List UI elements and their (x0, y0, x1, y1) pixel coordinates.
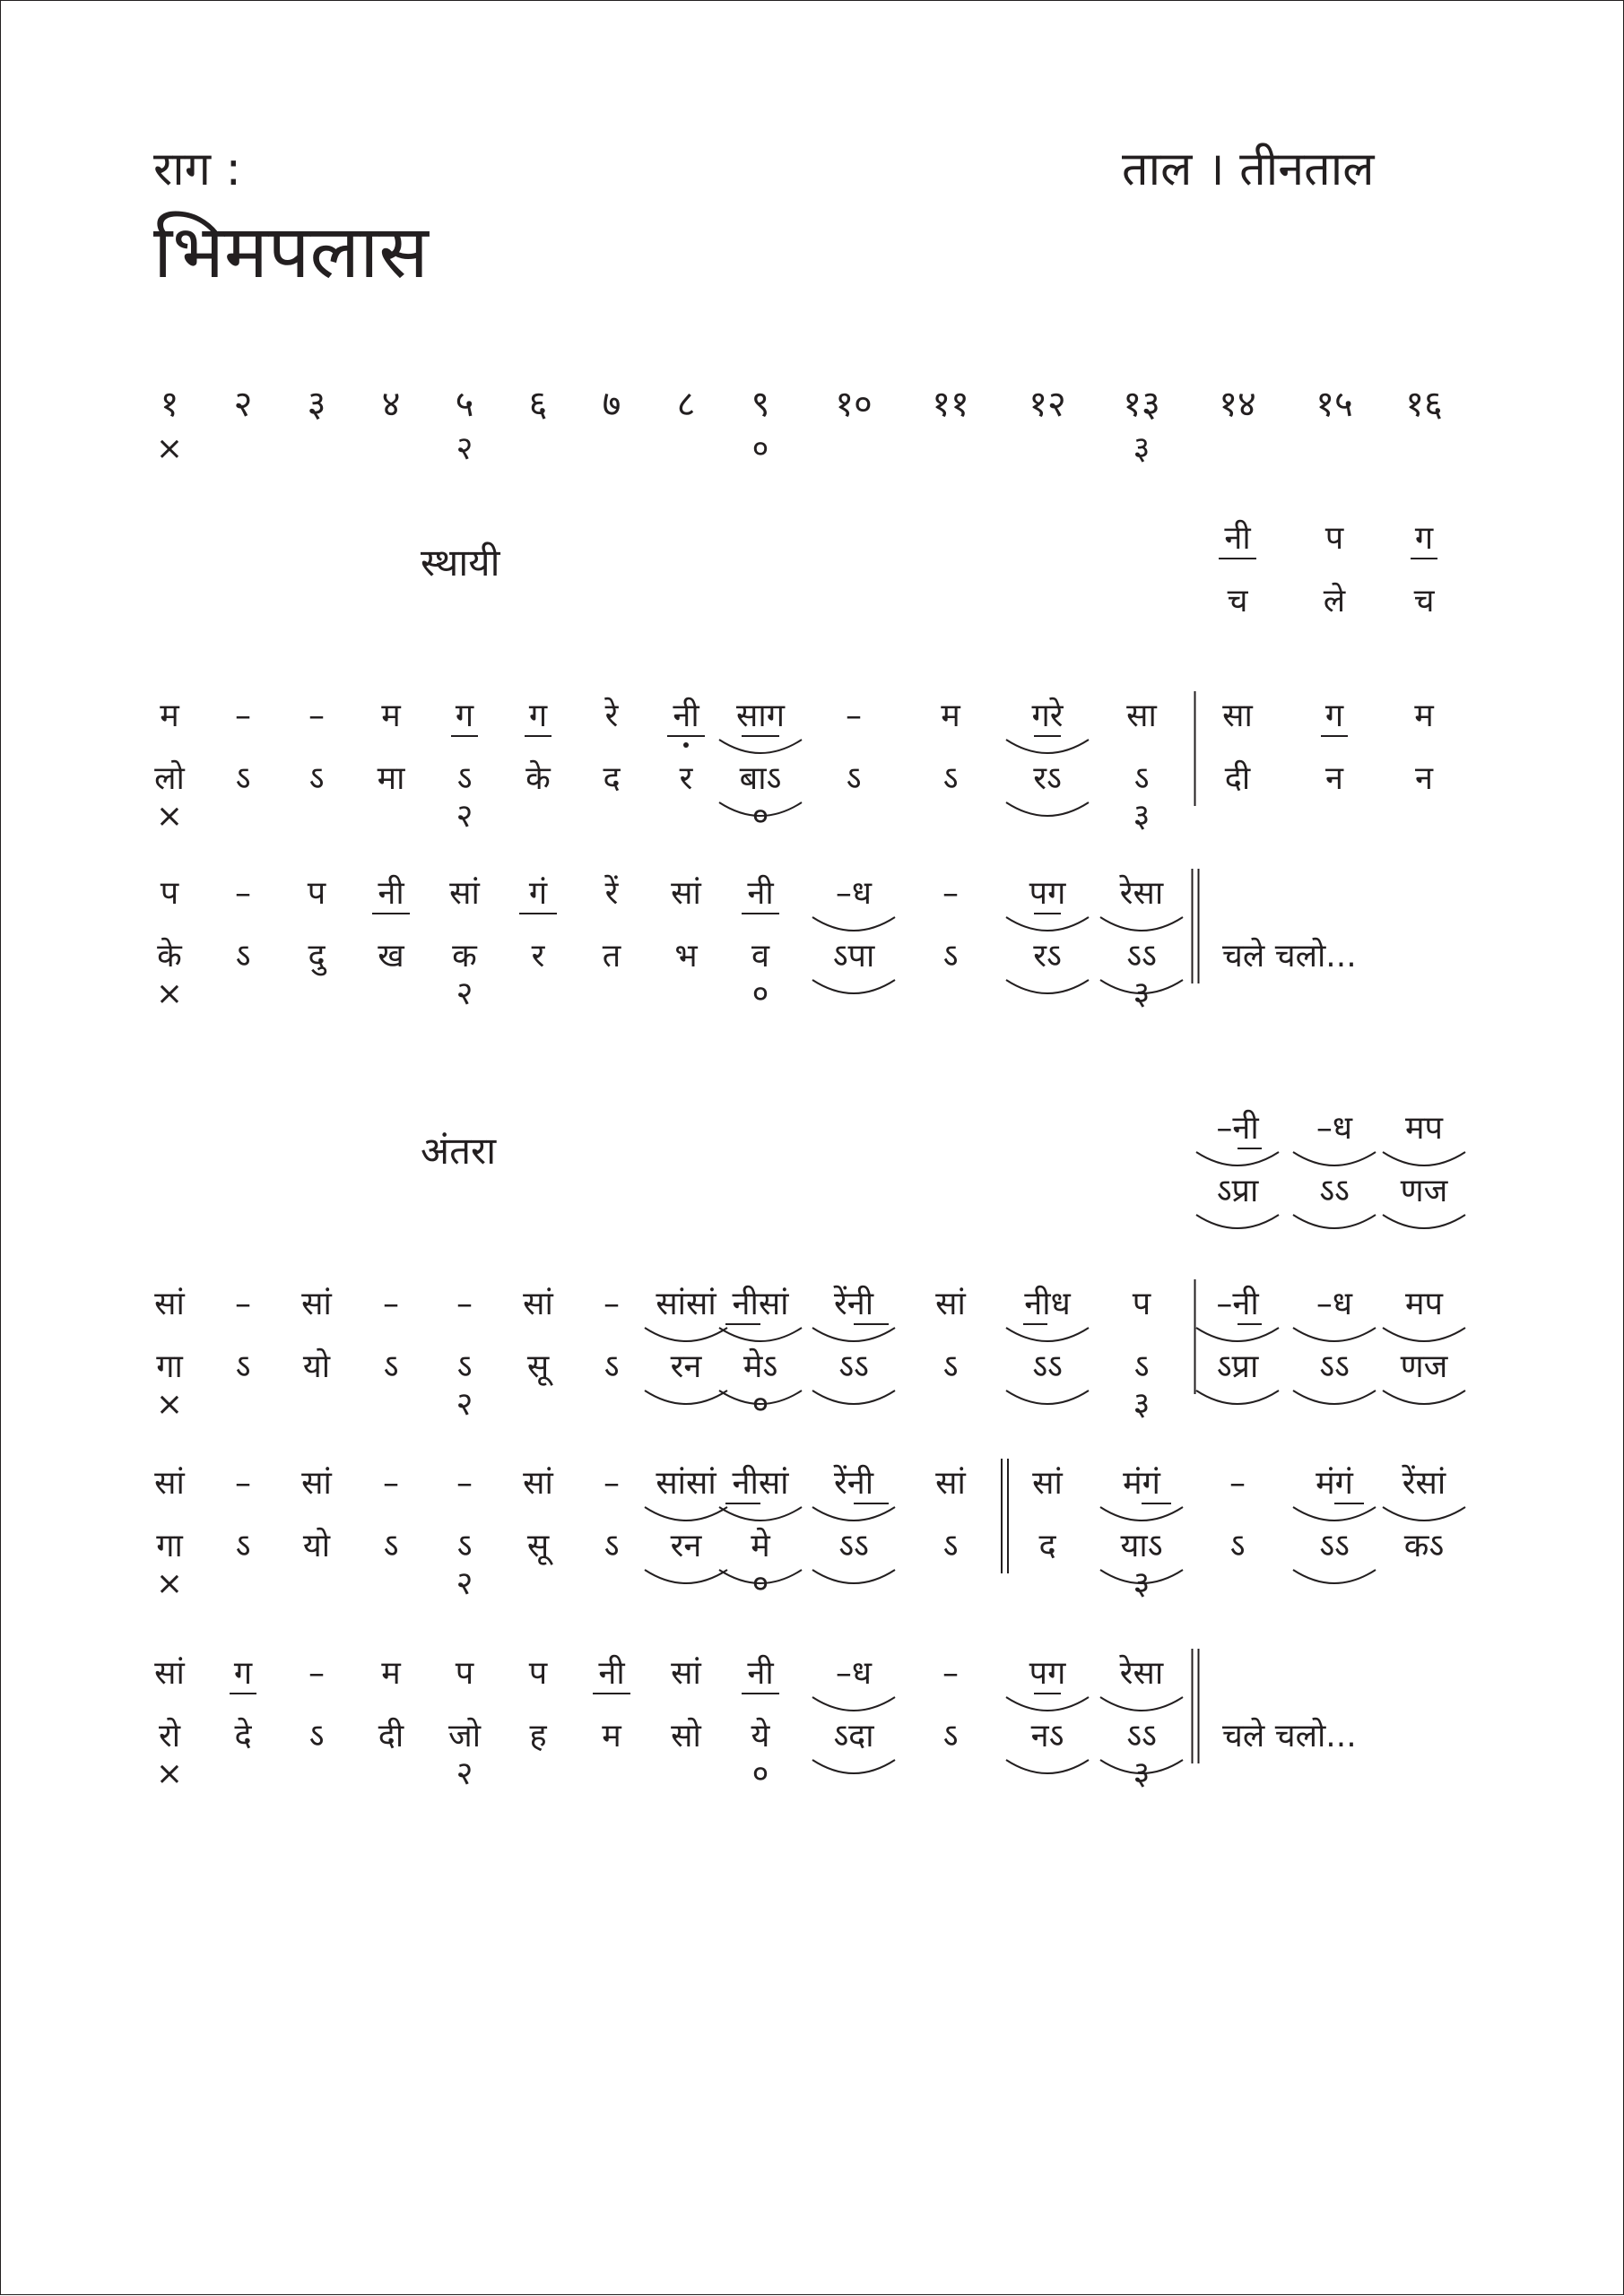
meend-slur (812, 980, 895, 993)
bol: सू (526, 1528, 550, 1564)
swar: ग (455, 697, 474, 734)
bol: ऽऽ (1319, 1348, 1350, 1385)
bol: रन (670, 1348, 702, 1385)
taal-mark: ० (751, 430, 769, 467)
swar: – (235, 875, 251, 912)
swar: सां (523, 1465, 553, 1502)
pickup-bol: च (1227, 583, 1248, 619)
swar: सां (154, 1465, 185, 1502)
swar: रे (604, 697, 619, 734)
row-taal-mark: ० (751, 798, 769, 835)
bol: ऽ (942, 1348, 959, 1385)
swar: सां (935, 1286, 966, 1322)
bol: ऽपा (832, 938, 875, 975)
taal-name: ताल । तीनताल (1122, 143, 1375, 196)
swar: नीध (1024, 1286, 1071, 1322)
row-taal-mark: × (155, 1565, 184, 1602)
bol: ऽप्रा (1216, 1348, 1259, 1385)
swar: नी (378, 875, 404, 912)
swar: मप (1405, 1286, 1443, 1322)
swar: रेंनी (833, 1286, 874, 1322)
mandra-dot (683, 742, 689, 748)
repeat-text: चले चलो... (1222, 938, 1357, 975)
antara-label: अंतरा (421, 1129, 497, 1173)
beat-number: २ (233, 384, 253, 425)
komal-swar: ग (766, 697, 785, 734)
bol: सो (671, 1718, 701, 1754)
pickup-swar: ग (1414, 520, 1434, 557)
beat-number: ७ (602, 384, 621, 425)
row-taal-mark: २ (456, 798, 473, 835)
beat-number: १२ (1029, 384, 1066, 425)
bol: ऽ (308, 760, 325, 797)
bol: ऽ (235, 1528, 251, 1564)
row-taal-mark: ३ (1133, 798, 1151, 835)
swar: – (235, 1286, 251, 1322)
meend-slur (1006, 1328, 1089, 1341)
beat-number: ४ (381, 384, 401, 425)
meend-slur (719, 1507, 802, 1521)
swar: सां (301, 1465, 332, 1502)
meend-slur (1383, 1391, 1465, 1404)
beat-number: १ (160, 384, 179, 425)
bol: न (1325, 760, 1343, 797)
bol: र (679, 760, 693, 797)
bol: ऽऽ (838, 1528, 869, 1564)
swar: सां (449, 875, 480, 912)
meend-slur (1293, 1215, 1376, 1228)
meend-slur (1006, 740, 1089, 753)
meend-slur (812, 1570, 895, 1583)
row-taal-mark: ३ (1133, 1565, 1151, 1602)
meend-slur (1100, 1697, 1183, 1711)
meend-slur (1293, 1391, 1376, 1404)
row-taal-mark: २ (456, 1755, 473, 1792)
swar: गं (528, 875, 548, 912)
meend-slur (812, 1697, 895, 1711)
swar: रें (604, 875, 619, 912)
row-taal-mark: × (155, 975, 184, 1012)
bol: ऽ (942, 1718, 959, 1754)
pickup-swar: प (1324, 520, 1344, 557)
komal-swar: ग (1047, 875, 1066, 912)
bol: ऽऽ (1319, 1528, 1350, 1564)
meend-slur (1196, 1215, 1279, 1228)
bol: ऽ (456, 1348, 473, 1385)
beat-number: १३ (1123, 384, 1160, 425)
swar: नी (747, 875, 774, 912)
row-taal-mark: ० (751, 1755, 769, 1792)
beat-number: ११ (932, 384, 969, 425)
bol: ऽ (604, 1528, 620, 1564)
pickup-swar: नी (1224, 520, 1251, 557)
swar: पग (1029, 1655, 1066, 1692)
meend-slur (812, 1328, 895, 1341)
swar: सां (671, 875, 701, 912)
bol: लो (154, 760, 185, 797)
beat-number: १० (835, 384, 873, 425)
meend-slur (1100, 1507, 1183, 1521)
meend-slur (1006, 1391, 1089, 1404)
bol: गा (156, 1528, 183, 1564)
bol: मा (377, 760, 405, 797)
bol: ऽ (942, 760, 959, 797)
bol: ऽ (1229, 1528, 1246, 1564)
swar: नी (747, 1655, 774, 1692)
meend-slur (1196, 1328, 1279, 1341)
bol: ऽ (942, 1528, 959, 1564)
meend-slur (1100, 1760, 1183, 1773)
bol: जो (447, 1718, 482, 1754)
swar: प (455, 1655, 474, 1692)
swar: सांसां (656, 1286, 716, 1322)
bol: ऽऽ (1126, 1718, 1157, 1754)
swar: – (235, 697, 251, 734)
bol: ख (378, 938, 404, 975)
meend-slur (719, 1391, 802, 1404)
taal-mark: २ (456, 430, 473, 467)
swar: ग (1324, 697, 1344, 734)
pickup-swar: मप (1405, 1110, 1443, 1147)
swar: म (381, 697, 401, 734)
bol: मेऽ (743, 1348, 778, 1385)
meend-slur (719, 1328, 802, 1341)
meend-slur (1100, 1570, 1183, 1583)
swar: – (846, 697, 862, 734)
meend-slur (719, 740, 802, 753)
swar: – (456, 1465, 473, 1502)
bol: त (602, 938, 621, 975)
bol: ऽ (846, 760, 862, 797)
pickup-bol: ऽऽ (1319, 1173, 1350, 1209)
bol: द (1038, 1528, 1056, 1564)
bol: दी (378, 1718, 404, 1754)
bol: ऽदा (833, 1718, 874, 1754)
bol: क (452, 938, 477, 975)
bol: न (1415, 760, 1433, 797)
bol: ऽ (383, 1348, 399, 1385)
bol: ऽ (235, 938, 251, 975)
swar: – (383, 1286, 399, 1322)
meend-slur (1383, 1507, 1465, 1521)
raag-label: राग : (153, 143, 242, 196)
beat-number: १४ (1219, 384, 1256, 425)
row-taal-mark: २ (456, 1386, 473, 1423)
swar: प (160, 875, 179, 912)
swar: प (1132, 1286, 1151, 1322)
bol: ऽ (383, 1528, 399, 1564)
swar: म (1414, 697, 1434, 734)
bol: व (751, 938, 770, 975)
meend-slur (645, 1391, 727, 1404)
meend-slur (645, 1328, 727, 1341)
meend-slur (719, 802, 802, 816)
swar: सां (154, 1286, 185, 1322)
swar: रेसा (1119, 1655, 1164, 1692)
swar: सांसां (656, 1465, 716, 1502)
swar: – (1229, 1465, 1246, 1502)
row-taal-mark: २ (456, 1565, 473, 1602)
bol: याऽ (1120, 1528, 1163, 1564)
meend-slur (1006, 1697, 1089, 1711)
meend-slur (812, 1760, 895, 1773)
swar: मंगं (1123, 1465, 1160, 1502)
bol: म (602, 1718, 621, 1754)
bol: ऽ (235, 1348, 251, 1385)
swar: – (942, 875, 959, 912)
bol: दी (1224, 760, 1251, 797)
swar: – (308, 1655, 325, 1692)
bol: ऽ (604, 1348, 620, 1385)
sthayi-label: स्थायी (421, 541, 500, 585)
swar: – (308, 697, 325, 734)
bol: के (157, 938, 182, 975)
meend-slur (1293, 1152, 1376, 1165)
meend-slur (1006, 802, 1089, 816)
taal-mark: × (155, 430, 184, 467)
row-taal-mark: ३ (1133, 975, 1151, 1012)
bol: ऽ (235, 760, 251, 797)
swar: – (604, 1286, 620, 1322)
row-taal-mark: ३ (1133, 1755, 1151, 1792)
swar: – (604, 1465, 620, 1502)
swar: नी (598, 1655, 625, 1692)
row-taal-mark: ० (751, 975, 769, 1012)
taal-mark: ३ (1133, 430, 1151, 467)
meend-slur (1293, 1570, 1376, 1583)
swar: म (160, 697, 179, 734)
swar: सा (1222, 697, 1253, 734)
bol: ये (751, 1718, 770, 1754)
swar: सां (523, 1286, 553, 1322)
meend-slur (812, 1507, 895, 1521)
komal-swar: ग (1047, 1655, 1066, 1692)
swar: रेसा (1119, 875, 1164, 912)
bol: रो (158, 1718, 181, 1754)
meend-slur (1006, 1760, 1089, 1773)
swar: ग (528, 697, 548, 734)
pickup-swar: –ध (1316, 1110, 1353, 1147)
meend-slur (645, 1507, 727, 1521)
swar: सां (935, 1465, 966, 1502)
bol: रऽ (1033, 760, 1062, 797)
bol: कऽ (1403, 1528, 1445, 1564)
bol: यो (302, 1348, 331, 1385)
bol: ऽ (1133, 760, 1150, 797)
swar: रेंसां (1402, 1465, 1446, 1502)
meend-slur (1293, 1328, 1376, 1341)
beat-number: १५ (1316, 384, 1353, 425)
swar: – (235, 1465, 251, 1502)
bol: मे (751, 1528, 770, 1564)
bol: ऽ (456, 760, 473, 797)
row-taal-mark: × (155, 1755, 184, 1792)
bol: ऽऽ (838, 1348, 869, 1385)
bol: ऽऽ (1032, 1348, 1063, 1385)
repeat-text: चले चलो... (1222, 1718, 1357, 1754)
bol: सू (526, 1348, 550, 1385)
row-taal-mark: २ (456, 975, 473, 1012)
bol: णज (1400, 1348, 1448, 1385)
meend-slur (1006, 917, 1089, 931)
pickup-bol: च (1413, 583, 1435, 619)
swar: सां (301, 1286, 332, 1322)
swar: साग (736, 697, 785, 734)
swar: म (381, 1655, 401, 1692)
bol: ऽ (942, 938, 959, 975)
meend-slur (645, 1570, 727, 1583)
swar: – (383, 1465, 399, 1502)
beat-number: ३ (307, 384, 326, 425)
meend-slur (719, 1570, 802, 1583)
swar: मंगं (1316, 1465, 1353, 1502)
swar: नीसां (732, 1286, 789, 1322)
swar: नीसां (732, 1465, 789, 1502)
swar: गरे (1031, 697, 1064, 734)
swar: – (942, 1655, 959, 1692)
swar: –ध (835, 875, 873, 912)
meend-slur (1196, 1152, 1279, 1165)
bol: गा (156, 1348, 183, 1385)
meend-slur (1383, 1328, 1465, 1341)
bol: ऽ (1133, 1348, 1150, 1385)
swar: सा (1126, 697, 1157, 734)
meend-slur (1196, 1391, 1279, 1404)
row-taal-mark: ० (751, 1386, 769, 1423)
meend-slur (1293, 1507, 1376, 1521)
swar: प (307, 875, 326, 912)
swar-suffix: रे (1049, 697, 1064, 734)
pickup-swar: –नी (1216, 1110, 1259, 1147)
meend-slur (812, 1391, 895, 1404)
meend-slur (1006, 980, 1089, 993)
bol: दे (234, 1718, 252, 1754)
meend-slur (1383, 1215, 1465, 1228)
swar: सां (1032, 1465, 1063, 1502)
beat-number: १६ (1405, 384, 1443, 425)
bol: के (525, 760, 551, 797)
beat-number: ९ (751, 384, 770, 425)
row-taal-mark: ३ (1133, 1386, 1151, 1423)
swar: – (456, 1286, 473, 1322)
meend-slur (1383, 1152, 1465, 1165)
beat-number: ६ (528, 384, 548, 425)
swar: –नी (1216, 1286, 1259, 1322)
swar: ग (233, 1655, 253, 1692)
bol: बाऽ (739, 760, 782, 797)
bol: भ (674, 938, 698, 975)
beat-number: ५ (455, 384, 474, 425)
swar: –ध (835, 1655, 873, 1692)
row-taal-mark: × (155, 1386, 184, 1423)
swar: म (941, 697, 960, 734)
bol: दु (308, 938, 326, 975)
bol: र (531, 938, 545, 975)
bol: ह (529, 1718, 547, 1754)
meend-slur (1100, 917, 1183, 931)
meend-slur (812, 917, 895, 931)
swar: सां (671, 1655, 701, 1692)
swar: रेंनी (833, 1465, 874, 1502)
swar: पग (1029, 875, 1066, 912)
bol: ऽ (308, 1718, 325, 1754)
raag-name: भिमपलास (153, 210, 429, 295)
pickup-bol: णज (1400, 1173, 1448, 1209)
swar: प (528, 1655, 548, 1692)
swar: सां (154, 1655, 185, 1692)
bol: रऽ (1033, 938, 1062, 975)
pickup-bol: ऽप्रा (1216, 1173, 1259, 1209)
row-taal-mark: ० (751, 1565, 769, 1602)
slur-and-barline-layer (1, 1, 1624, 2296)
swar: नी (673, 697, 699, 734)
bol: द (603, 760, 621, 797)
beat-number: ८ (676, 384, 696, 425)
meend-slur (1100, 980, 1183, 993)
swar: –ध (1316, 1286, 1353, 1322)
pickup-bol: ले (1323, 583, 1346, 619)
row-taal-mark: × (155, 798, 184, 835)
bol: यो (302, 1528, 331, 1564)
bol: ऽऽ (1126, 938, 1157, 975)
bol: ऽ (456, 1528, 473, 1564)
bol: नऽ (1030, 1718, 1064, 1754)
bol: रन (670, 1528, 702, 1564)
